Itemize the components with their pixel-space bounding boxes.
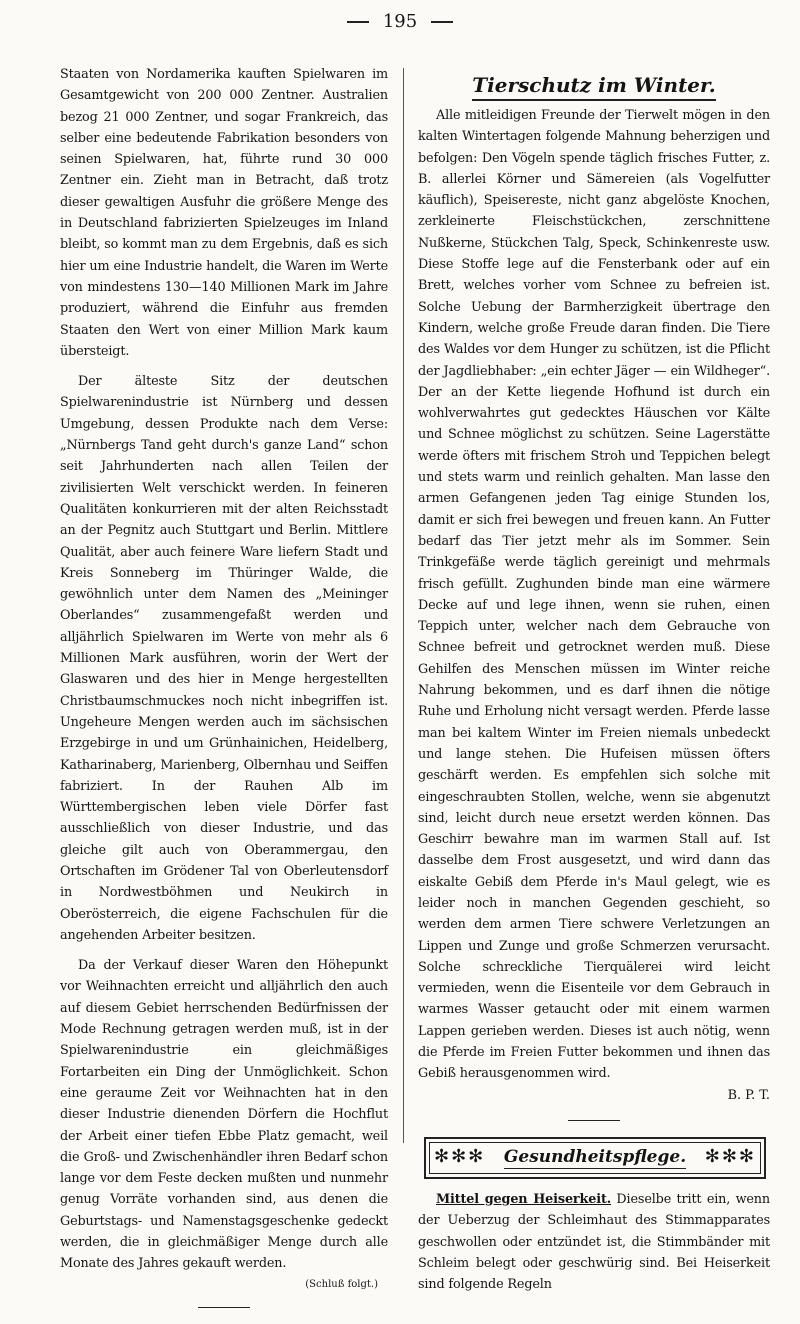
- paragraph: Der älteste Sitz der deutschen Spielwarenindustrie ist Nürnberg und dessen Umgebung, dessen Produkte nach dem Verse: „Nürnbergs Tand geht durch's ganze Land“ schon seit Jahrhunderten nach allen Teilen der zivilisierten Welt verschickt werden. In feineren Qualitäten konkurrieren mit der alten Reichsstadt an der Pegnitz auch Stuttgart und Berlin. Mittlere Qualität, aber auch feinere Ware liefern Stadt und Kreis Sonneberg im Thüringer Walde, die gewöhnlich unter dem Namen des „Meininger Oberlandes“ zusammengefaßt werden und alljährlich Spielwaren im Werte von mehr als 6 Millionen Mark ausführen, worin der Wert der Glaswaren und des hier in Menge hergestellten Christbaumschmuckes noch nicht inbegriffen ist. Ungeheure Mengen werden auch im sächsischen Erzgebirge in und um Grünhainichen, Heidelberg, Katharinaberg, Marienberg, Olbernhau und Seiffen fabriziert. In der Rauhen Alb im Württembergischen leben viele Dörfer fast ausschließlich von dieser Industrie, und das gleiche gilt auch von Oberammergau, den Ortschaften im Grödener Tal von Oberleutensdorf in Nordwestböhmen und Neukirch in Oberösterreich, die eigene Fachschulen für die angehenden Arbeiter besitzen.: [60, 374, 388, 943]
- lead-phrase: Mittel gegen Heiserkeit.: [436, 1191, 612, 1207]
- continuation-note: (Schluß folgt.): [305, 1278, 378, 1290]
- column-divider: [403, 68, 404, 1143]
- paragraph: Da der Verkauf dieser Waren den Höhepunkt vor Weihnachten erreicht und alljährlich den auch auf diesem Gebiet herrschenden Bedürfnissen der Mode Rechnung getragen werden muß, ist in der Spielwarenindustrie ein gleichmäßiges Fortarbeiten ein Ding der Unmöglichkeit. Schon eine geraume Zeit vor Weihnachten hat in den dieser Industrie dienenden Dörfern die Hochflut der Arbeit einer tiefen Ebbe Platz gemacht, weil die Groß- und Zwischenhändler ihren Bedarf schon lange vor dem Feste decken mußten und nunmehr genug Vorräte vorhanden sind, aus denen die Geburtstags- und Namenstagsgeschenke gedeckt werden, die in gleichmäßiger Menge durch alle Monate des Jahres gekauft werden.: [60, 958, 388, 1272]
- ornament-icon: ✻✻✻: [704, 1145, 756, 1167]
- section-title: Tierschutz im Winter.: [418, 72, 770, 101]
- ornament-icon: ✻✻✻: [434, 1145, 486, 1167]
- section-end-rule: [568, 1120, 620, 1121]
- section-banner: [424, 1137, 766, 1179]
- paragraph-text: Dieselbe tritt ein, wenn der Ueberzug der Schleimhaut des Stimmapparates geschwollen oder entzündet ist, die Stimmbänder mit Schleim belegt oder geschwürig sind. Bei Heiserkeit sind folgende Regeln: [418, 1191, 770, 1293]
- page-number: 195: [382, 11, 418, 32]
- right-column: [418, 64, 770, 1295]
- article-end-rule: [198, 1307, 250, 1308]
- page-header: [0, 8, 800, 36]
- left-column: [60, 64, 388, 1324]
- banner-title: Gesundheitspflege.: [503, 1147, 687, 1168]
- header-dash-left: [347, 21, 369, 23]
- paragraph: [418, 1189, 770, 1295]
- signature: B. P. T.: [727, 1087, 770, 1103]
- header-dash-right: [431, 21, 453, 23]
- paragraph: Alle mitleidigen Freunde der Tierwelt mögen in den kalten Wintertagen folgende Mahnung beherzigen und befolgen: Den Vögeln spende täglich frisches Futter, z. B. allerlei Körner und Sämereien (als Vogelfutter käuflich), Speisereste, nicht ganz abgelöste Knochen, zerkleinerte Fleischstückchen, zerschnittene Nußkerne, Stückchen Talg, Speck, Schinkenreste usw. Diese Stoffe lege auf die Fensterbank oder auf ein Brett, welches vorher vom Schnee zu befreien ist. Solche Uebung der Barmherzigkeit übertrage den Kindern, welche große Freude daran finden. Die Tiere des Waldes vor dem Hunger zu schützen, ist die Pflicht der Jagdliebhaber: „ein echter Jäger — ein Wildheger“. Der an der Kette liegende Hofhund ist durch ein wohlverwahrtes gut gedecktes Häuschen vor Kälte und Schnee möglichst zu schützen. Seine Lagerstätte werde öfters mit frischem Stroh und Teppichen belegt und stets warm und reinlich gehalten. Man lasse den armen Gefangenen jeden Tag einige Stunden los, damit er sich frei bewegen und freuen kann. An Futter bedarf das Tier jetzt mehr als im Sommer. Sein Trinkgefäße werde täglich gereinigt und mehrmals frisch gefüllt. Zughunden binde man eine wärmere Decke auf und lege ihnen, wenn sie ruhen, einen Teppich unter, welcher nach dem Gebrauche von Schnee befreit und getrocknet werden muß. Diese Gehilfen des Menschen müssen im Winter reiche Nahrung bekommen, und es darf ihnen die nötige Ruhe und Erholung nicht versagt werden. Pferde lasse man bei kaltem Winter im Freien niemals unbedeckt und lange stehen. Die Hufeisen müssen öfters geschärft werden. Es empfehlen sich solche mit eingeschraubten Stollen, welche, wenn sie abgenutzt sind, leicht durch neue ersetzt werden können. Das Geschirr bewahre man im warmen Stall auf. Ist dasselbe dem Frost ausgesetzt, und wird dann das eiskalte Gebiß dem Pferde in's Maul gelegt, wie es leider noch in manchen Gegenden geschieht, so werden dem armen Tiere schwere Verletzungen an Lippen und Zunge und große Schmerzen verursacht. Solche schreckliche Tierquälerei wird leicht vermieden, wenn die Eisenteile vor dem Gebrauch in warmes Wasser getaucht oder mit einem warmen Lappen gerieben werden. Dieses ist auch nötig, wenn die Pferde im Freien Futter bekommen und ihnen das Gebiß herausgenommen wird.: [418, 108, 770, 1082]
- paragraph: Staaten von Nordamerika kauften Spielwaren im Gesamtgewicht von 200 000 Zentner. Australien bezog 21 000 Zentner, und sogar Frankreich, das selber eine bedeutende Fabrikation besonders von seinen Spielwaren, hat, führte rund 30 000 Zentner ein. Zieht man in Betracht, daß trotz dieser gewaltigen Ausfuhr die größere Menge des in Deutschland fabrizierten Spielzeuges im Inland bleibt, so kommt man zu dem Ergebnis, daß es sich hier um eine Industrie handelt, die Waren im Werte von mindestens 130—140 Millionen Mark im Jahre produziert, während die Einfuhr aus fremden Staaten den Wert von einer Million Mark kaum übersteigt.: [60, 67, 388, 359]
